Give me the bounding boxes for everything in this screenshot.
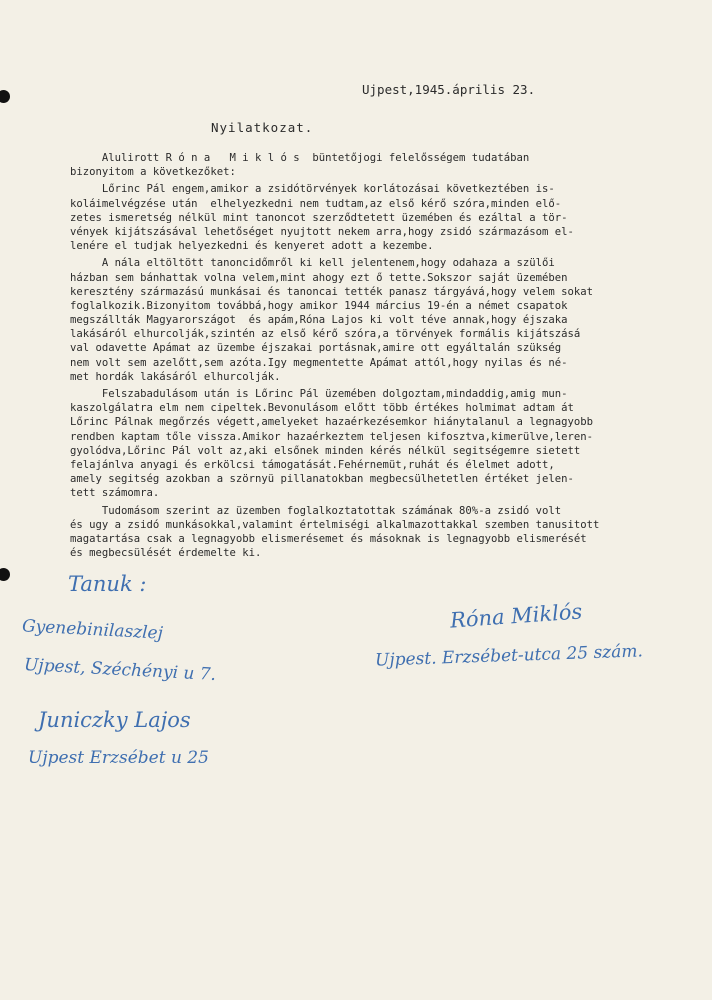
document-date: Ujpest,1945.április 23. — [362, 82, 536, 97]
body-line: val odavette Apámat az üzembe éjszakai portásnak,amire ott egyáltalán szükség — [70, 342, 562, 355]
punch-hole — [0, 568, 10, 581]
body-line: A nála eltöltött tanoncidőmről ki kell jelentenem,hogy odahaza a szülői — [70, 257, 555, 270]
body-line: rendben kaptam tőle vissza.Amikor hazaérkeztem teljesen kifosztva,kimerülve,leren- — [70, 430, 593, 443]
body-line: Lőrinc Pálnak megőrzés végett,amelyeket hazaérkezésemkor hiánytalanul a legnagyobb — [70, 416, 593, 429]
body-line: magatartása csak a legnagyobb elismerésemet és másoknak is legnagyobb elismerését — [70, 532, 587, 545]
witnesses-label: Tanuk : — [68, 572, 147, 596]
body-line: és ugy a zsidó munkásokkal,valamint értelmiségi alkalmazottakkal szemben tanusitott — [70, 518, 600, 531]
body-line: felajánlva anyagi és erkölcsi támogatását.Fehérnemüt,ruhát és élelmet adott, — [70, 458, 555, 471]
body-line: foglalkozik.Bizonyitom továbbá,hogy amikor 1944 március 19-én a német csapatok — [70, 299, 568, 312]
body-line: bizonyitom a következőket: — [70, 166, 236, 179]
witness2-address: Ujpest Erzsébet u 25 — [28, 748, 209, 768]
body-line: megszállták Magyarországot és apám,Róna Lajos ki volt téve annak,hogy éjszaka — [70, 314, 568, 327]
body-line: Alulirott R ó n a M i k l ó s büntetőjogi felelősségem tudatában — [70, 152, 530, 164]
body-line: lakásáról elhurcolják,szintén az első kérő szóra,a törvények formális kijátszásá — [70, 328, 581, 341]
body-line: Tudomásom szerint az üzemben foglalkoztatottak számának 80%-a zsidó volt — [70, 504, 562, 517]
document-title: Nyilatkozat. — [211, 120, 314, 135]
body-line: gyolódva,Lőrinc Pál volt az,aki elsőnek minden kérés nélkül segitségemre sietett — [70, 444, 581, 457]
witness1-address: Ujpest, Széchényi u 7. — [23, 654, 217, 686]
body-line: amely segitség azokban a szörnyü pillanatokban megbecsülhetetlen értéket jelen- — [70, 473, 574, 486]
body-line: vények kijátszásával lehetőséget nyujtott nekem arra,hogy zsidó származásom el- — [70, 225, 574, 238]
author-address: Ujpest. Erzsébet-utca 25 szám. — [374, 641, 644, 671]
body-line: kaszolgálatra elm nem cipeltek.Bevonulásom előtt több értékes holmimat adtam át — [70, 402, 574, 415]
body-line: zetes ismeretség nélkül mint tanoncot szerződtetett üzemében és ezáltal a tör- — [70, 211, 568, 224]
author-signature: Róna Miklós — [449, 599, 583, 633]
body-line: nem volt sem azelőtt,sem azóta.Igy megmentette Apámat attól,hogy nyilas és né- — [70, 356, 568, 369]
body-line: Felszabadulásom után is Lőrinc Pál üzemében dolgoztam,mindaddig,amig mun- — [70, 388, 568, 400]
body-line: és megbecsülését érdemelte ki. — [70, 547, 262, 560]
witness2-signature: Juniczky Lajos — [38, 708, 191, 732]
body-line: met hordák lakásáról elhurcolják. — [70, 370, 281, 383]
witness1-signature: Gyenebinilaszlej — [21, 616, 164, 644]
page-edge — [712, 0, 726, 1000]
body-line: házban sem bánhattak volna velem,mint ahogy ezt ő tette.Sokszor saját üzemében — [70, 271, 568, 284]
body-line: Lőrinc Pál engem,amikor a zsidótörvények korlátozásai következtében is- — [70, 183, 555, 196]
body-line: keresztény származású munkásai és tanoncai tették panasz tárgyává,hogy velem sokat — [70, 285, 593, 298]
document-body — [70, 151, 726, 560]
body-line: lenére el tudjak helyezkedni és kenyeret adott a kezembe. — [70, 240, 434, 253]
body-line: tett számomra. — [70, 487, 160, 500]
punch-hole — [0, 90, 10, 103]
body-line: koláimelvégzése után elhelyezkedni nem tudtam,az első kérő szóra,minden elő- — [70, 197, 562, 210]
